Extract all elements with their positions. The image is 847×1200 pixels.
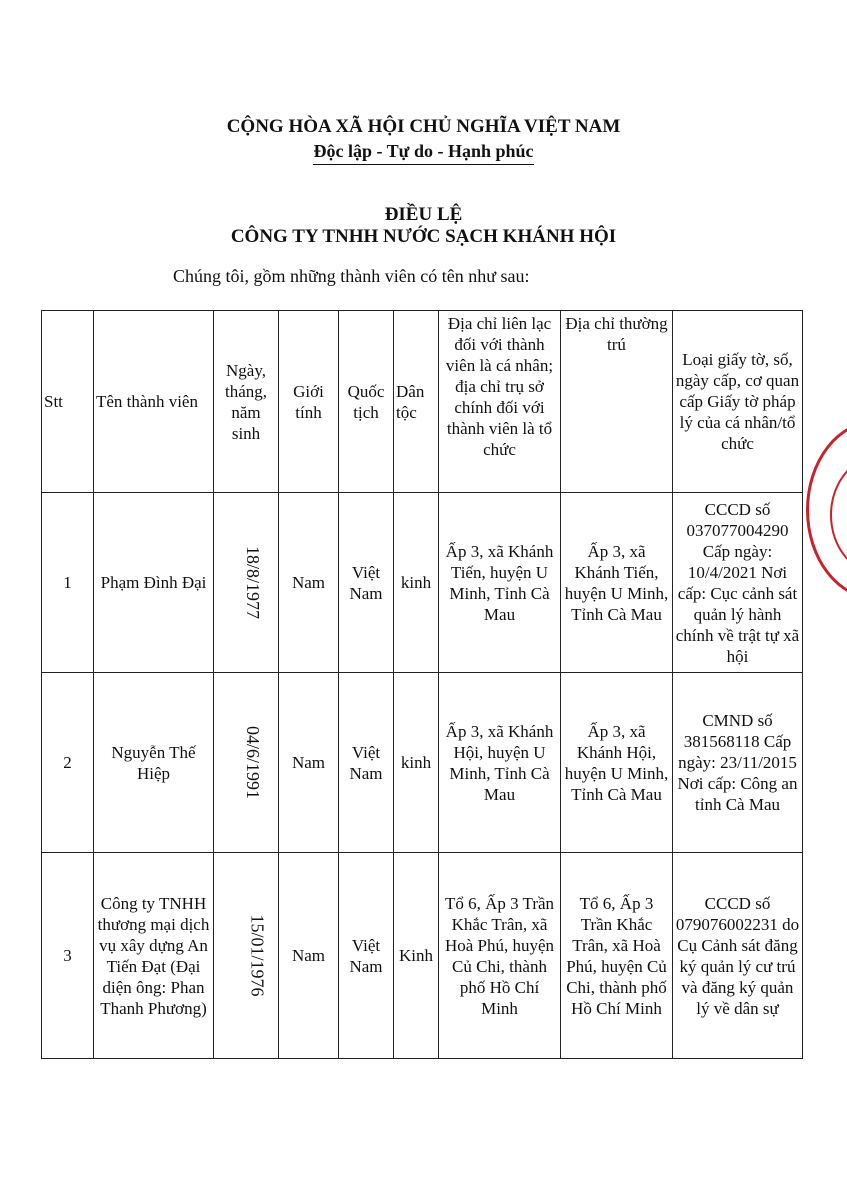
document-subtitle: CÔNG TY TNHH NƯỚC SẠCH KHÁNH HỘI [230, 226, 617, 247]
header-ethnicity: Dân tộc [394, 311, 439, 493]
members-table [41, 310, 803, 1059]
row-id-document: CMND số 381568118 Cấp ngày: 23/11/2015 Nơi cấp: Công an tỉnh Cà Mau [673, 673, 803, 853]
row-permanent-address: Tổ 6, Ấp 3 Trần Khắc Trân, xã Hoà Phú, huyện Củ Chi, thành phố Hồ Chí Minh [561, 853, 673, 1059]
document-title: ĐIỀU LỆ [384, 204, 463, 225]
intro-text: Chúng tôi, gồm những thành viên có tên như sau: [173, 266, 530, 286]
row-nationality: Việt Nam [339, 493, 394, 673]
table-row [42, 493, 803, 673]
header-id-document: Loại giấy tờ, số, ngày cấp, cơ quan cấp Giấy tờ pháp lý của cá nhân/tổ chức [673, 311, 803, 493]
header-permanent-address: Địa chỉ thường trú [561, 311, 673, 493]
row-contact-address: Ấp 3, xã Khánh Tiến, huyện U Minh, Tỉnh Cà Mau [439, 493, 561, 673]
header-stt: Stt [42, 311, 94, 493]
table-row [42, 673, 803, 853]
row-ethnicity: Kinh [394, 853, 439, 1059]
row-contact-address: Ấp 3, xã Khánh Hội, huyện U Minh, Tỉnh Cà Mau [439, 673, 561, 853]
national-name: CỘNG HÒA XÃ HỘI CHỦ NGHĨA VIỆT NAM [226, 116, 621, 137]
row-gender: Nam [279, 493, 339, 673]
row-name: Công ty TNHH thương mại dịch vụ xây dựng An Tiến Đạt (Đại diện ông: Phan Thanh Phương) [94, 853, 214, 1059]
row-name: Phạm Đình Đại [94, 493, 214, 673]
row-nationality: Việt Nam [339, 853, 394, 1059]
row-stt: 3 [42, 853, 94, 1059]
national-motto: Độc lập - Tự do - Hạnh phúc [313, 141, 533, 165]
header-nationality: Quốc tịch [339, 311, 394, 493]
table-row [42, 853, 803, 1059]
row-name: Nguyễn Thế Hiệp [94, 673, 214, 853]
row-permanent-address: Ấp 3, xã Khánh Tiến, huyện U Minh, Tỉnh Cà Mau [561, 493, 673, 673]
header-gender: Giới tính [279, 311, 339, 493]
row-contact-address: Tổ 6, Ấp 3 Trần Khắc Trân, xã Hoà Phú, huyện Củ Chi, thành phố Hồ Chí Minh [439, 853, 561, 1059]
header-name: Tên thành viên [94, 311, 214, 493]
row-stt: 2 [42, 673, 94, 853]
row-gender: Nam [279, 673, 339, 853]
row-stt: 1 [42, 493, 94, 673]
row-dob-text: 18/8/1977 [243, 545, 264, 620]
row-dob [214, 493, 279, 673]
row-permanent-address: Ấp 3, xã Khánh Hội, huyện U Minh, Tỉnh Cà Mau [561, 673, 673, 853]
header-contact-address: Địa chỉ liên lạc đối với thành viên là cá nhân; địa chỉ trụ sở chính đối với thành viên là tổ chức [439, 311, 561, 493]
header-dob: Ngày, tháng, năm sinh [214, 311, 279, 493]
row-ethnicity: kinh [394, 673, 439, 853]
row-id-document: CCCD số 037077004290 Cấp ngày: 10/4/2021 Nơi cấp: Cục cảnh sát quản lý hành chính về trật tự xã hội [673, 493, 803, 673]
row-nationality: Việt Nam [339, 673, 394, 853]
row-ethnicity: kinh [394, 493, 439, 673]
row-id-document: CCCD số 079076002231 do Cụ Cảnh sát đăng ký quản lý cư trú và đăng ký quản lý về dân sự [673, 853, 803, 1059]
row-gender: Nam [279, 853, 339, 1059]
row-dob-text: 15/01/1976 [247, 914, 268, 997]
row-dob-text: 04/6/1991 [243, 725, 264, 800]
row-dob [214, 853, 279, 1059]
row-dob [214, 673, 279, 853]
table-header-row [42, 311, 803, 493]
